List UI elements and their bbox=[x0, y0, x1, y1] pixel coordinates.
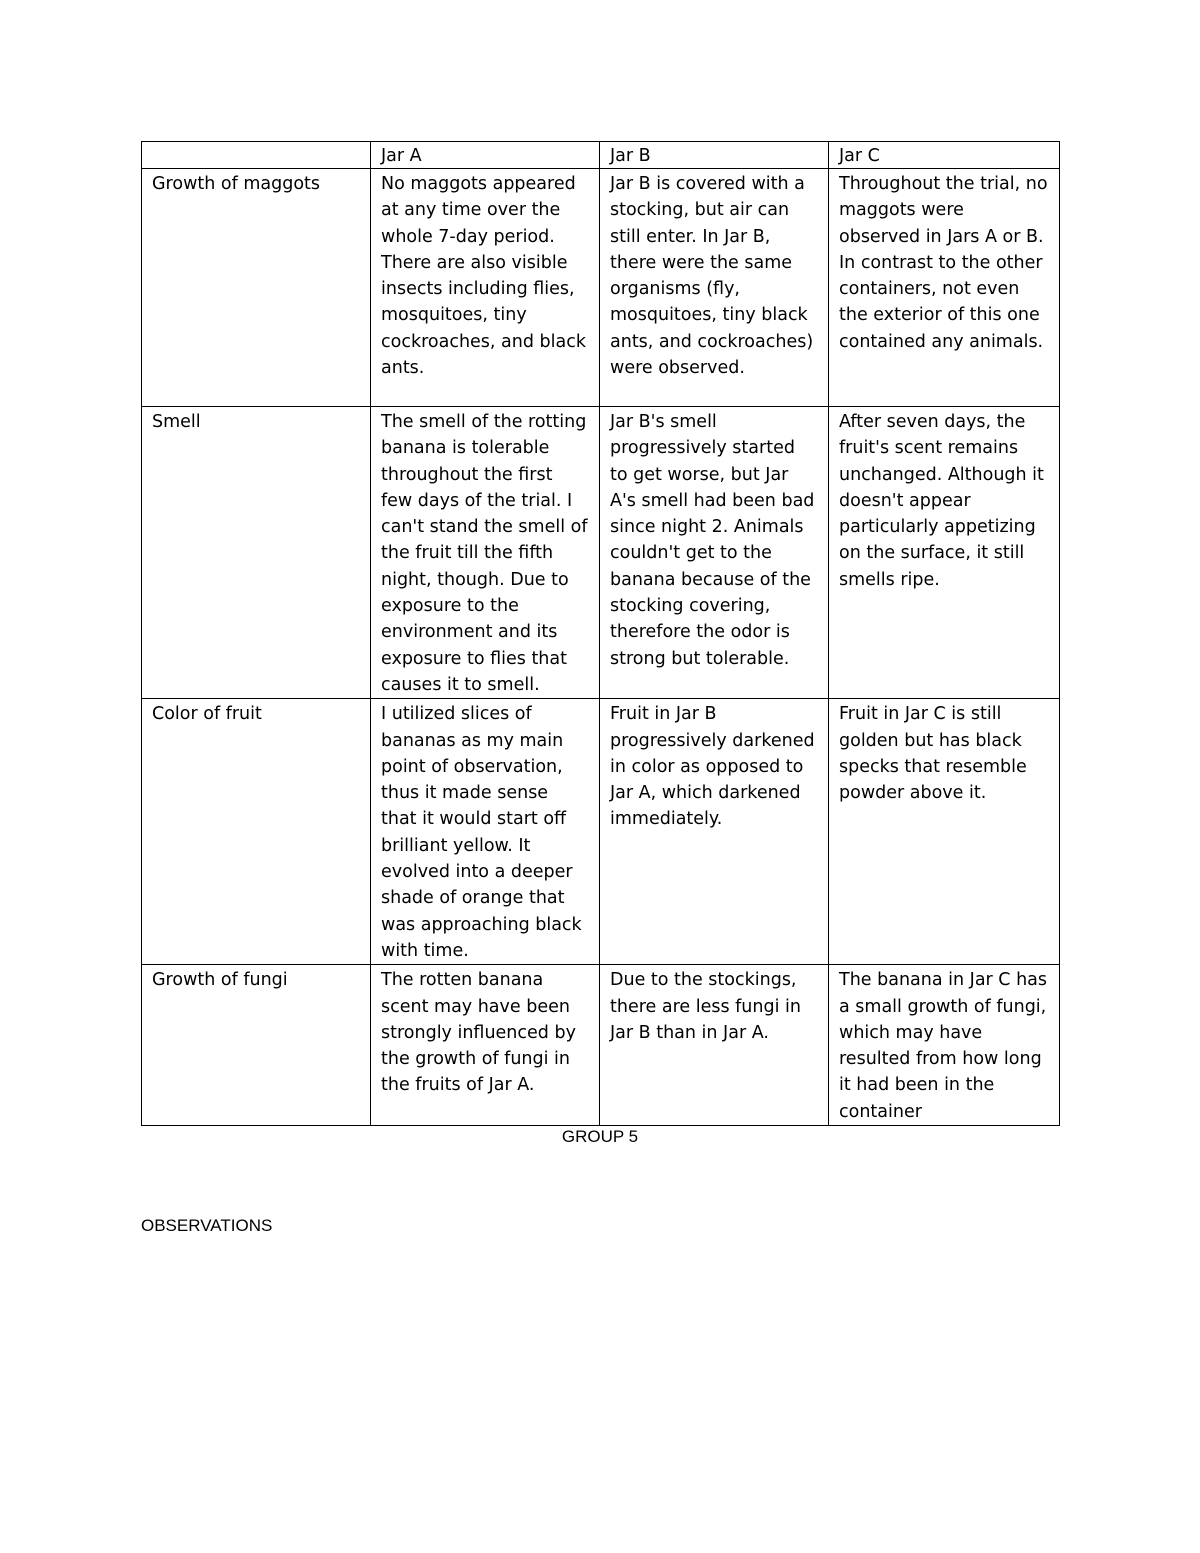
table-cell: The banana in Jar C has a small growth of fungi, which may have resulted from how long it had been in the container bbox=[829, 965, 1060, 1126]
table-cell: Fruit in Jar C is still golden but has black specks that resemble powder above it. bbox=[829, 699, 1060, 965]
table-header-row bbox=[142, 142, 1060, 169]
table-cell: The rotten banana scent may have been strongly influenced by the growth of fungi in the fruits of Jar A. bbox=[371, 965, 600, 1126]
header-corner-cell bbox=[142, 142, 371, 169]
table-row bbox=[142, 169, 1060, 407]
table-row bbox=[142, 407, 1060, 699]
observations-table bbox=[141, 141, 1060, 1126]
header-jar-c: Jar C bbox=[829, 142, 1060, 169]
table-cell: Throughout the trial, no maggots were observed in Jars A or B. In contrast to the other containers, not even the exterior of this one contained any animals. bbox=[829, 169, 1060, 407]
row-label-color: Color of fruit bbox=[142, 699, 371, 965]
section-heading: OBSERVATIONS bbox=[141, 1216, 273, 1235]
table-cell: No maggots appeared at any time over the whole 7-day period. There are also visible insects including flies, mosquitoes, tiny cockroaches, and black ants. bbox=[371, 169, 600, 407]
table-cell: After seven days, the fruit's scent remains unchanged. Although it doesn't appear particularly appetizing on the surface, it still smells ripe. bbox=[829, 407, 1060, 699]
table-cell: The smell of the rotting banana is tolerable throughout the first few days of the trial. I can't stand the smell of the fruit till the fifth night, though. Due to exposure to the environment and its exposure to flies that causes it to smell. bbox=[371, 407, 600, 699]
row-label-smell: Smell bbox=[142, 407, 371, 699]
table-cell: Due to the stockings, there are less fungi in Jar B than in Jar A. bbox=[600, 965, 829, 1126]
row-label-fungi: Growth of fungi bbox=[142, 965, 371, 1126]
group-label: GROUP 5 bbox=[561, 1127, 639, 1146]
table-cell: Fruit in Jar B progressively darkened in color as opposed to Jar A, which darkened immediately. bbox=[600, 699, 829, 965]
table-row bbox=[142, 965, 1060, 1126]
table-cell: Jar B is covered with a stocking, but air can still enter. In Jar B, there were the same organisms (fly, mosquitoes, tiny black ants, and cockroaches) were observed. bbox=[600, 169, 829, 407]
header-jar-a: Jar A bbox=[371, 142, 600, 169]
row-label-maggots: Growth of maggots bbox=[142, 169, 371, 407]
table-row bbox=[142, 699, 1060, 965]
table-cell: I utilized slices of bananas as my main point of observation, thus it made sense that it would start off brilliant yellow. It evolved into a deeper shade of orange that was approaching black with time. bbox=[371, 699, 600, 965]
table-cell: Jar B's smell progressively started to get worse, but Jar A's smell had been bad since night 2. Animals couldn't get to the banana because of the stocking covering, therefore the odor is strong but tolerable. bbox=[600, 407, 829, 699]
header-jar-b: Jar B bbox=[600, 142, 829, 169]
